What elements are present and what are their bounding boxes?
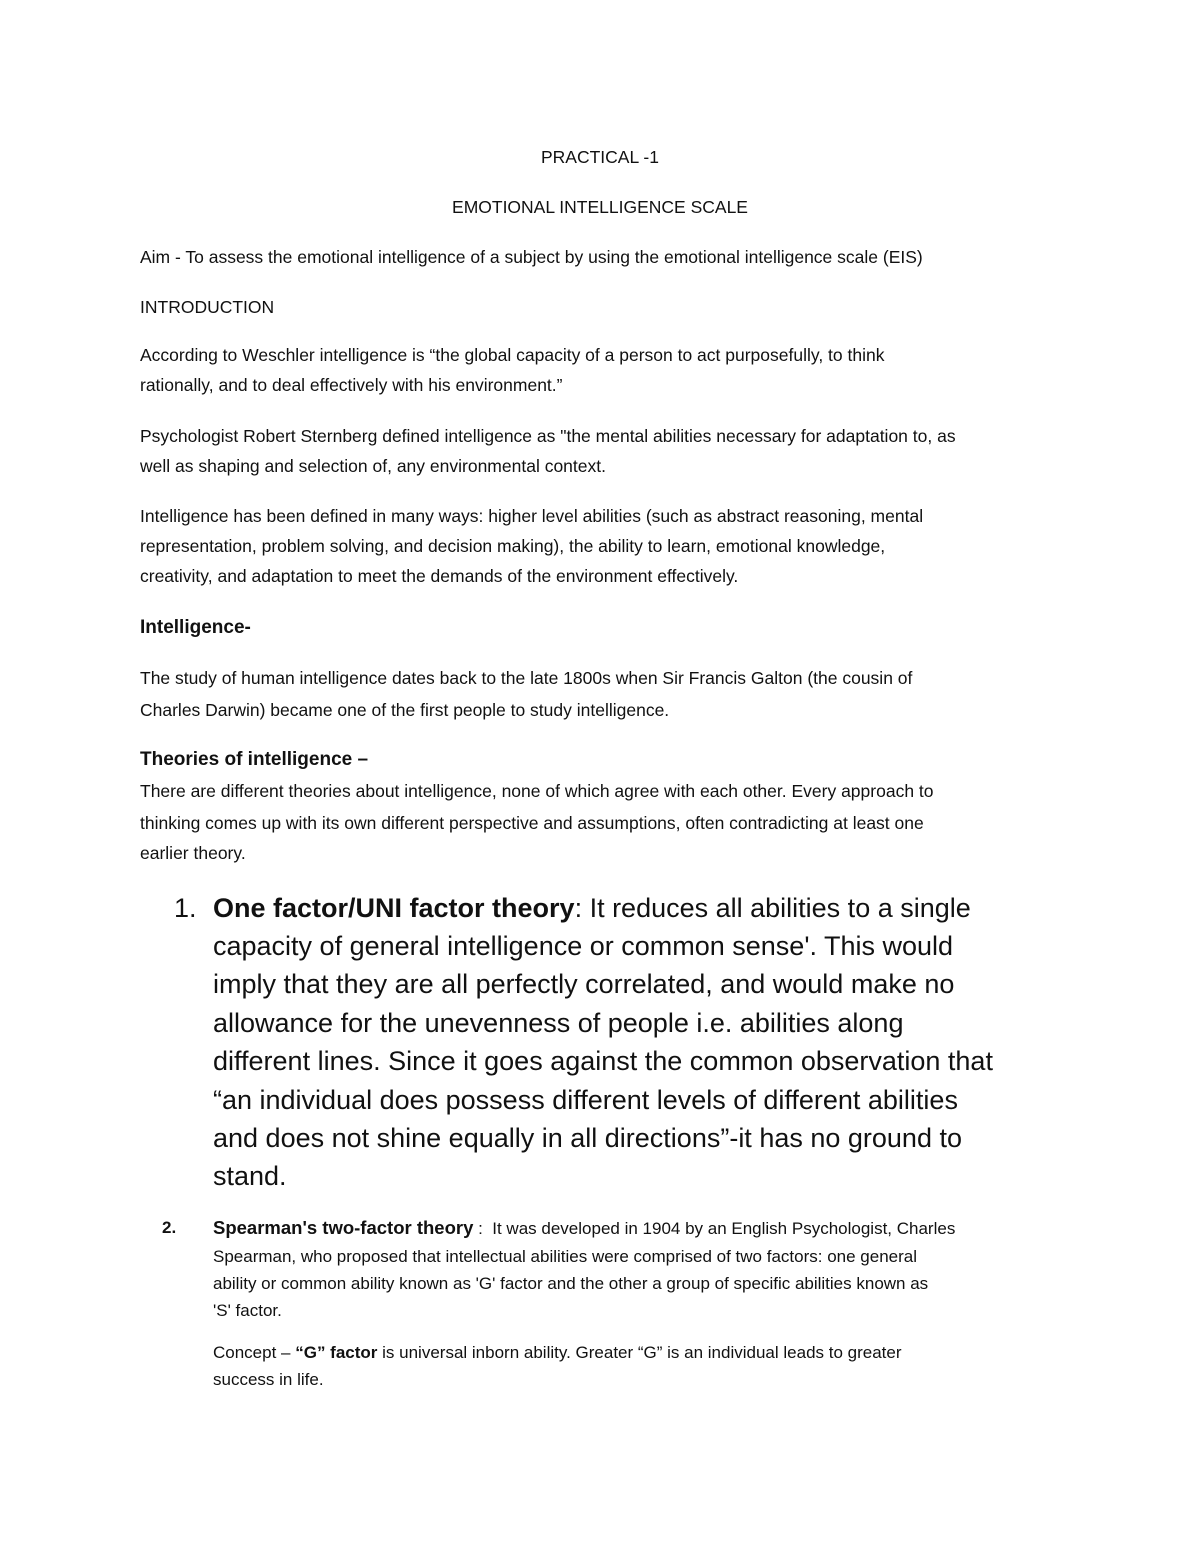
theory-2-line: Spearman, who proposed that intellectual abilities were comprised of two factors: one general (213, 1247, 917, 1266)
theory-1-first-line-rest: : It reduces all abilities to a single (574, 893, 971, 923)
weschler-line-1: According to Weschler intelligence is “the global capacity of a person to act purposefully, to think (140, 345, 885, 365)
concept-prefix: Concept – (213, 1343, 296, 1362)
theory-1-line: allowance for the unevenness of people i.e. abilities along (213, 1008, 904, 1038)
theory-1-line: different lines. Since it goes against the common observation that (213, 1046, 993, 1076)
sternberg-line-1: Psychologist Robert Sternberg defined intelligence as "the mental abilities necessary for adaptation to, as (140, 426, 956, 446)
galton-line-2: Charles Darwin) became one of the first people to study intelligence. (140, 700, 670, 720)
theory-1-line: stand. (213, 1161, 287, 1191)
theory-1-number: 1. (174, 893, 197, 923)
concept-line-1 (213, 1339, 902, 1366)
sternberg-line-2: well as shaping and selection of, any environmental context. (140, 456, 606, 476)
theory-1-line: imply that they are all perfectly correlated, and would make no (213, 969, 955, 999)
concept-g-factor: “G” factor (295, 1343, 378, 1362)
theory-1-first-line (213, 889, 971, 927)
theory-1-line: and does not shine equally in all directions”-it has no ground to (213, 1123, 962, 1153)
weschler-line-2: rationally, and to deal effectively with his environment.” (140, 375, 563, 395)
theories-heading: Theories of intelligence – (140, 749, 369, 770)
theory-1-term: One factor/UNI factor theory (213, 893, 575, 923)
defined-line-2: representation, problem solving, and decision making), the ability to learn, emotional knowledge, (140, 536, 886, 556)
theory-2-line: ability or common ability known as 'G' factor and the other a group of specific abilities known as (213, 1274, 929, 1293)
galton-line-1: The study of human intelligence dates back to the late 1800s when Sir Francis Galton (the cousin of (140, 668, 913, 688)
theories-line-2: thinking comes up with its own different perspective and assumptions, often contradicting at least one (140, 813, 924, 833)
defined-line-3: creativity, and adaptation to meet the demands of the environment effectively. (140, 566, 739, 586)
aim-text: Aim - To assess the emotional intelligence of a subject by using the emotional intelligence scale (EIS) (140, 247, 923, 267)
theory-1-line: “an individual does possess different levels of different abilities (213, 1085, 958, 1115)
theories-line-3: earlier theory. (140, 843, 246, 863)
intelligence-heading: Intelligence- (140, 617, 251, 638)
introduction-heading: INTRODUCTION (140, 297, 275, 317)
theory-2-line: 'S' factor. (213, 1301, 282, 1320)
theory-2-term: Spearman's two-factor theory (213, 1217, 474, 1238)
page-subtitle: EMOTIONAL INTELLIGENCE SCALE (452, 197, 748, 217)
theory-2-number: 2. (162, 1218, 177, 1237)
concept-line-2: success in life. (213, 1370, 324, 1389)
concept-rest: is universal inborn ability. Greater “G” is an individual leads to greater (377, 1343, 902, 1362)
theory-1-line: capacity of general intelligence or common sense'. This would (213, 931, 954, 961)
page-title: PRACTICAL -1 (541, 147, 659, 167)
theories-line-1: There are different theories about intelligence, none of which agree with each other. Every approach to (140, 781, 934, 801)
defined-line-1: Intelligence has been defined in many ways: higher level abilities (such as abstract reasoning, mental (140, 506, 924, 526)
theory-2-first-line-rest: : It was developed in 1904 by an English Psychologist, Charles (473, 1219, 956, 1238)
theory-2-first-line (213, 1214, 955, 1242)
